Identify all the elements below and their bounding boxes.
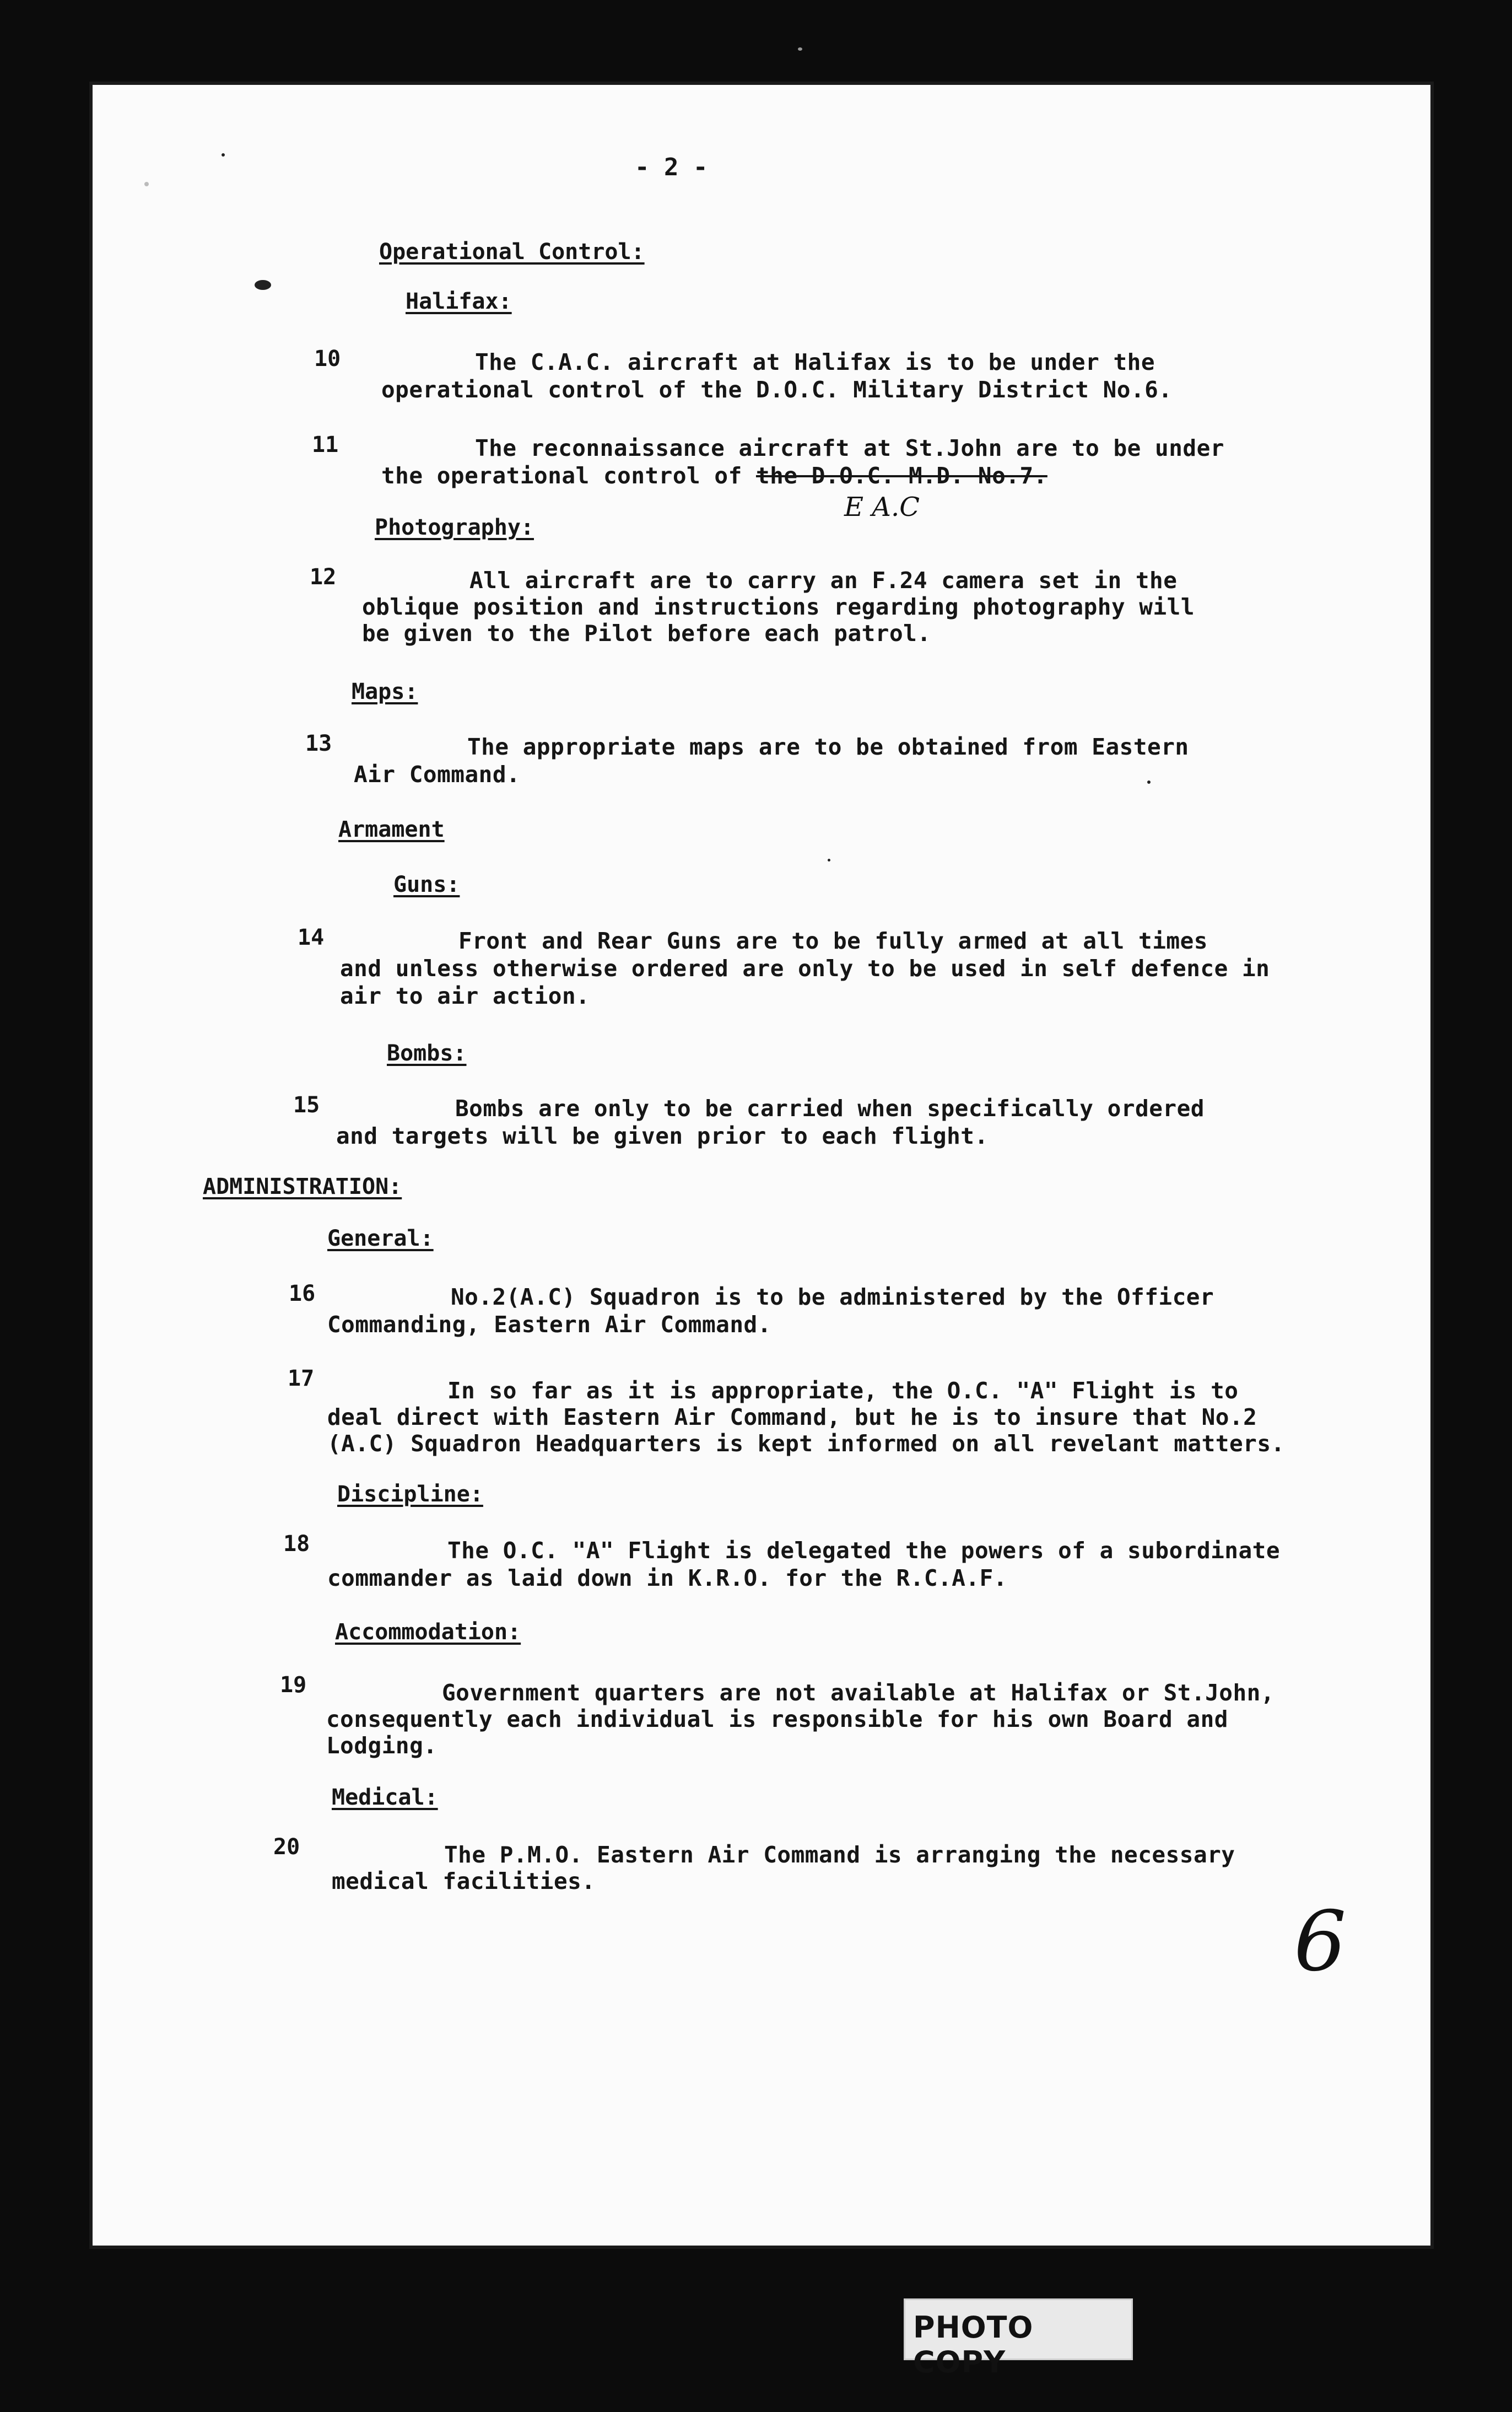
- ink-mark: [255, 280, 271, 290]
- paragraph-number: 14: [298, 925, 325, 950]
- paragraph-line: In so far as it is appropriate, the O.C. "A" Flight is to: [447, 1377, 1239, 1404]
- paragraph-line: commander as laid down in K.R.O. for the R.C.A.F.: [327, 1565, 1008, 1591]
- paragraph-number: 16: [289, 1281, 316, 1306]
- struck-text: the D.O.C. M.D. No.7.: [755, 462, 1047, 489]
- heading-general: General:: [327, 1226, 434, 1251]
- paragraph-line: [381, 462, 1047, 489]
- paragraph-line: and targets will be given prior to each flight.: [336, 1123, 989, 1149]
- stamp-text: PHOTO COPY: [913, 2310, 1034, 2379]
- paragraph-line: No.2(A.C) Squadron is to be administered by the Officer: [451, 1284, 1214, 1310]
- paragraph-line: operational control of the D.O.C. Military District No.6.: [381, 376, 1173, 403]
- paragraph-line: medical facilities.: [332, 1868, 596, 1894]
- paragraph-number: 17: [288, 1366, 315, 1391]
- heading-operational-control: Operational Control:: [379, 239, 645, 265]
- paragraph-number: 10: [314, 346, 341, 372]
- paragraph-line: oblique position and instructions regarding photography will: [362, 594, 1195, 620]
- paragraph-number: 11: [312, 432, 339, 457]
- paragraph-line: deal direct with Eastern Air Command, but he is to insure that No.2: [327, 1404, 1257, 1430]
- paragraph-line: Air Command.: [354, 761, 521, 788]
- heading-discipline: Discipline:: [337, 1482, 483, 1507]
- photo-copy-stamp: [904, 2298, 1133, 2379]
- heading-halifax: Halifax:: [406, 289, 512, 314]
- paragraph-text: the operational control of: [381, 462, 742, 489]
- paragraph-line: air to air action.: [340, 983, 590, 1009]
- paragraph-line: Commanding, Eastern Air Command.: [327, 1311, 771, 1338]
- heading-armament: Armament: [338, 817, 445, 842]
- paragraph-line: and unless otherwise ordered are only to be used in self defence in: [340, 955, 1270, 982]
- heading-guns: Guns:: [393, 872, 460, 897]
- heading-accommodation: Accommodation:: [335, 1619, 521, 1645]
- paragraph-line: Government quarters are not available at Halifax or St.John,: [442, 1679, 1275, 1706]
- paragraph-line: (A.C) Squadron Headquarters is kept informed on all revelant matters.: [327, 1430, 1285, 1457]
- handwritten-insert: E A.C: [844, 492, 920, 523]
- page-number: - 2 -: [635, 153, 708, 181]
- heading-bombs: Bombs:: [387, 1041, 467, 1066]
- paragraph-line: be given to the Pilot before each patrol.: [362, 620, 931, 647]
- heading-maps: Maps:: [352, 679, 418, 704]
- paragraph-line: The appropriate maps are to be obtained from Eastern: [467, 734, 1189, 760]
- paragraph-line: The P.M.O. Eastern Air Command is arranging the necessary: [444, 1842, 1235, 1868]
- paragraph-number: 18: [283, 1531, 310, 1557]
- paragraph-line: consequently each individual is responsible for his own Board and: [326, 1706, 1228, 1732]
- dust-speck: [144, 182, 149, 186]
- paragraph-number: 15: [293, 1092, 320, 1118]
- paragraph-line: Front and Rear Guns are to be fully armed at all times: [458, 928, 1208, 954]
- paragraph-line: Bombs are only to be carried when specifically ordered: [455, 1095, 1205, 1122]
- heading-medical: Medical:: [332, 1785, 438, 1810]
- heading-photography: Photography:: [375, 515, 534, 540]
- dust-speck: [222, 153, 225, 157]
- paragraph-line: The C.A.C. aircraft at Halifax is to be under the: [475, 349, 1155, 375]
- dust-speck: [828, 859, 830, 862]
- heading-administration: ADMINISTRATION:: [203, 1174, 402, 1199]
- handwritten-page-mark: 6: [1294, 1894, 1347, 1990]
- paragraph-number: 13: [305, 731, 332, 756]
- paragraph-line: Lodging.: [326, 1732, 438, 1759]
- paragraph-line: The O.C. "A" Flight is delegated the powers of a subordinate: [447, 1537, 1281, 1564]
- paragraph-number: 20: [273, 1834, 300, 1860]
- document-page: [89, 82, 1434, 2249]
- paragraph-line: All aircraft are to carry an F.24 camera set in the: [469, 567, 1178, 594]
- paragraph-number: 19: [280, 1672, 307, 1698]
- dust-speck: [1147, 780, 1151, 784]
- dust-speck: [798, 47, 802, 51]
- paragraph-line: The reconnaissance aircraft at St.John are to be under: [475, 435, 1224, 461]
- paragraph-number: 12: [310, 564, 337, 590]
